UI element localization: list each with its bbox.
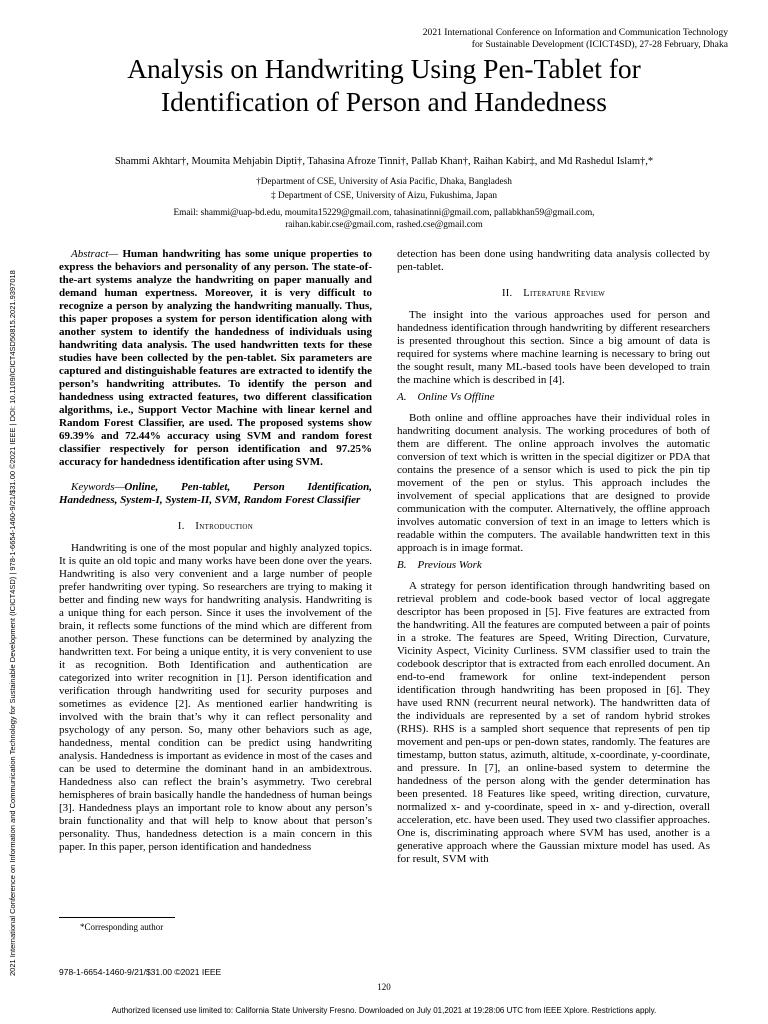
abstract bbox=[59, 248, 372, 469]
introduction-continued: detection has been done using handwriting data analysis collected by pen-tablet. bbox=[397, 248, 710, 273]
keywords-label: Keywords— bbox=[71, 481, 125, 493]
title-line-1: Analysis on Handwriting Using Pen-Tablet for bbox=[127, 53, 641, 84]
affiliation-1: †Department of CSE, University of Asia Pacific, Dhaka, Bangladesh bbox=[256, 177, 512, 187]
affiliation-2: ‡ Department of CSE, University of Aizu, Fukushima, Japan bbox=[271, 191, 497, 201]
abstract-text: Human handwriting has some unique properties to express the behaviors and personality of any person. The state-of-the-art systems analyze the handwriting on paper manually and demand human expertness. Moreover, it is very difficult to recognize a person by analyzing the handwriting manually. Thus, this paper proposes a system for person identification along with another system to identify the handedness of individuals using handwriting data analysis. The used handwritten texts for these studies have been collected by the pen-tablet. Six parameters are captured and distinguishable features are extracted to identify the person’s handwriting attributes. To identify the person and handedness using extracted features, two different classification algorithms, i.e., Support Vector Machine with linear kernel and Random Forest Classifier, are used. The proposed systems show 69.39% and 72.44% accuracy using SVM and random forest classifier respectively for person identification and 97.25% accuracy for handedness identification after using SVM. bbox=[59, 248, 372, 468]
footnote-divider bbox=[59, 917, 175, 918]
section-heading-introduction: I. Introduction bbox=[177, 521, 254, 532]
subsection-heading-online-offline: A. Online Vs Offline bbox=[397, 391, 495, 403]
emails-line-1: Email: shammi@uap-bd.edu, moumita15229@gmail.com, tahasinatinni@gmail.com, pallabkhan59@gmail.com, bbox=[173, 208, 595, 218]
author-list: Shammi Akhtar†, Moumita Mehjabin Dipti†, Tahasina Afroze Tinni†, Pallab Khan†, Raihan Kabir‡, and Md Rashedul Islam†,* bbox=[114, 156, 654, 167]
right-column bbox=[397, 248, 710, 866]
conference-line-2: for Sustainable Development (ICICT4SD), 27-28 February, Dhaka bbox=[471, 39, 728, 50]
section-heading-literature-review: II. Literature Review bbox=[501, 288, 606, 299]
author-emails bbox=[40, 207, 728, 231]
copyright-notice: 978-1-6654-1460-9/21/$31.00 ©2021 IEEE bbox=[59, 967, 222, 977]
abstract-label: Abstract— bbox=[71, 248, 119, 260]
subsection-heading-previous-work: B. Previous Work bbox=[397, 559, 482, 571]
conference-line-1: 2021 International Conference on Information and Communication Technology bbox=[422, 27, 728, 38]
title-line-2: Identification of Person and Handedness bbox=[161, 86, 607, 117]
introduction-body: Handwriting is one of the most popular and highly analyzed topics. It is quite an old topic and many works have been done over the years. Handwriting is also very convenient and a large number of people prefer handwriting over typing. So researchers are trying to making it better and finding new ways for handwriting analysis. Handwriting is a unique thing for each person. Since it uses the involvement of the brain, it reflects some functions of the mind which are different from another person. These functions can be determined by analyzing the handwritten text. For being a unique entity, it is very convenient to use it as recognition. Both Identification and authentication are categorized into writer recognition in [1]. Person identification and verification through handwriting used for security purposes and sometimes as evidence [2]. As mentioned earlier handwriting is involved with the brain that’s why it can reflect personality and psychology of any person. So, many other behaviors such as age, handedness, mental condition can be predict using handwriting analysis. Handedness is important as evidence in most of the cases and can be used to determine the dominant hand in an ambidextrous. Handedness also can reflect the brain’s asymmetry. Two cerebral hemispheres of brain basically handle the handedness of human beings [3]. Handedness plays an important role to know about any person’s brain functionality and that will help to know about that person’s personality. Thus, handedness detection is a main concern in this paper. In this paper, person identification and handedness bbox=[59, 542, 372, 853]
previous-work-body: A strategy for person identification through handwriting based on retrieval problem and code-book based vector of local aggregate descriptor has been proposed in [5]. Five features are extracted from the handwriting. All the features are computed between a pair of points in a stroke. The features are Speed, Writing Direction, Curvature, Vicinity Aspect, Vicinity Curliness. SVM classifier used to train the codebook descriptor that is extracted from each enrolled document. An end-to-end framework for online text-independent person identification through handwriting has been proposed in [6]. They have used RNN (recurrent neural network). The handwritten data of the individuals are represented by a set of random hybrid strokes (RHS). RHS is a sampled short sequence that represents of pen tip movement and pen-ups or pen-down states, randomly. The features are timestamp, button status, azimuth, altitude, x-coordinate, y-coordinate, and pressure. In [7], an online-based system to determine the handedness of the person along with the gender determination has been presented. 18 Features like speed, writing direction, curvature, normalized x- and y-coordinate, speed in x- and y-direction, overall acceleration, etc. have been used. They used two classifier approaches. One is, discriminating approach where SVM has used, another is a generative approach where the Gaussian mixture model has used. As for result, SVM with bbox=[397, 580, 710, 865]
left-column bbox=[59, 248, 372, 854]
conference-header bbox=[423, 27, 728, 51]
online-offline-body: Both online and offline approaches have their individual roles in handwriting document analysis. The working procedures of both of them are different. The online approach involves the automatic conversion of text which is written in the special digitizer or PDA that contains the presence of a sensor which is used to pick the pin tip movement of the pen or stylus. This approach includes the involvement of special applications that are designed to provide communication with the computer. Alternatively, the offline approach involves automatic conversion of text in an image to letters which is readable within the computers. The available handwritten text in this approach is in image format. bbox=[397, 412, 710, 554]
keywords bbox=[59, 481, 372, 507]
page-number: 120 bbox=[377, 982, 391, 992]
emails-line-2: raihan.kabir.cse@gmail.com, rashed.cse@gmail.com bbox=[285, 220, 483, 230]
paper-title bbox=[40, 52, 728, 118]
doi-side-strip: 2021 International Conference on Information and Communication Technology for Sustainable Development (ICICT4SD) | 978-1-6654-1460-9/21/$31.00 ©2021 IEEE | DOI: 10.1109/ICICT4SD50815.2021.9397018 bbox=[8, 270, 17, 976]
literature-review-body: The insight into the various approaches used for person and handedness identification through handwriting by different researchers is presented throughout this section. Since a big amount of data is required for systems where machine learning is necessary to bring out the sought result, many ML-based tools have been developed to train the machine which is described in [4]. bbox=[397, 309, 710, 386]
footnote-corresponding-author: *Corresponding author bbox=[80, 922, 164, 932]
keywords-text: Online, Pen-tablet, Person Identification, Handedness, System-I, System-II, SVM, Random Forest Classifier bbox=[59, 481, 372, 506]
license-footer: Authorized licensed use limited to: California State University Fresno. Downloaded on July 01,2021 at 19:28:06 UTC from IEEE Xplore. Restrictions apply. bbox=[111, 1006, 657, 1015]
